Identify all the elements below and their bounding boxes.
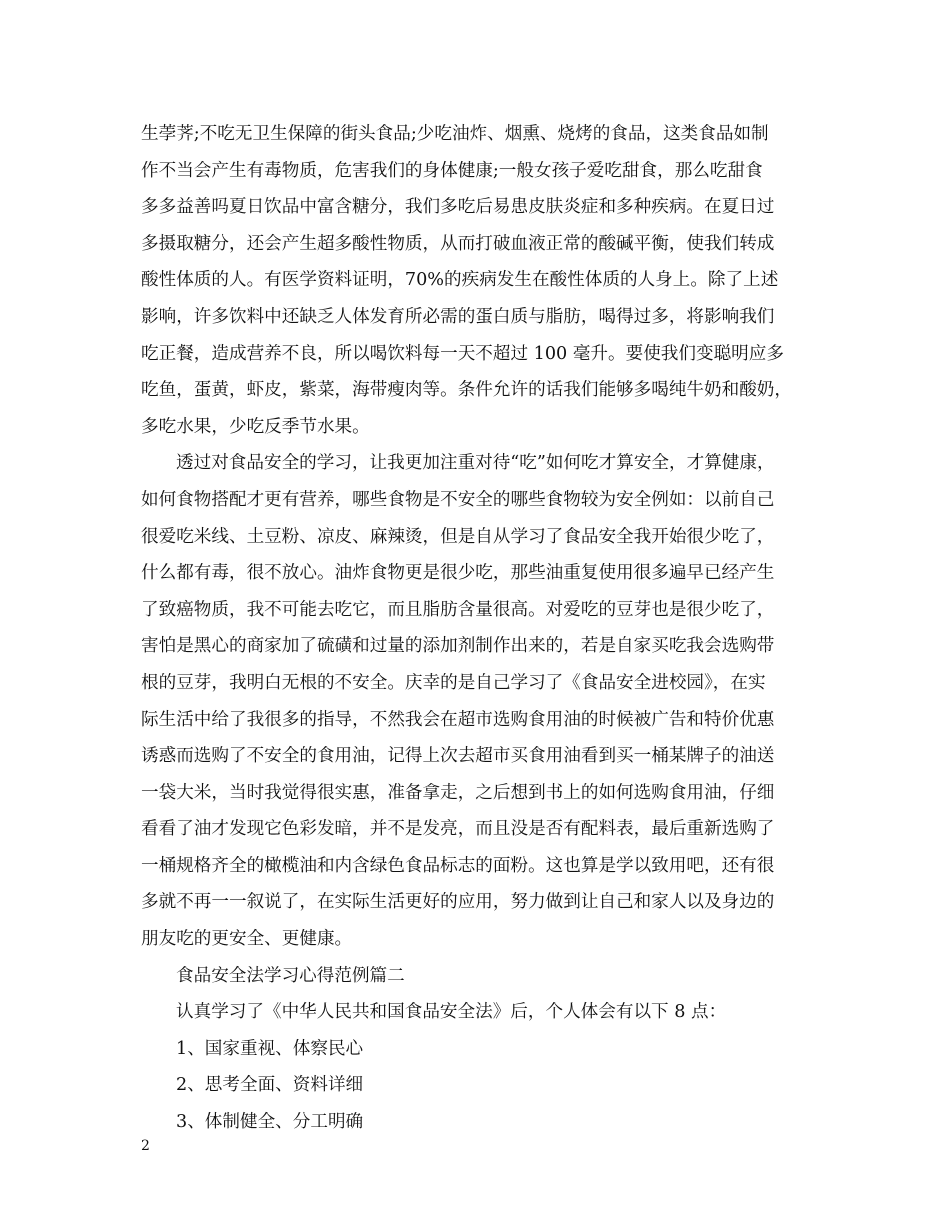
text-line: 1、国家重视、体察民心 (176, 1038, 364, 1059)
text-line: 认真学习了《中华人民共和国食品安全法》后，个人体会有以下 8 点： (176, 1002, 727, 1023)
text-line: 很爱吃米线、土豆粉、凉皮、麻辣烫，但是自从学习了食品安全我开始很少吃了， (141, 526, 775, 547)
text-line: 吃正餐，造成营养不良，所以喝饮料每一天不超过 100 毫升。要使我们变聪明应多 (141, 343, 784, 364)
text-line: 3、体制健全、分工明确 (176, 1112, 364, 1133)
body-text (141, 116, 831, 1141)
text-line: 多吃水果，少吃反季节水果。 (141, 416, 370, 437)
text-line: 际生活中给了我很多的指导，不然我会在超市选购食用油的时候被广告和特价优惠 (141, 709, 775, 730)
text-line: 一桶规格齐全的橄榄油和内含绿色食品标志的面粉。这也算是学以致用吧，还有很 (141, 855, 775, 876)
text-line: 看看了油才发现它色彩发暗，并不是发亮，而且没是否有配料表，最后重新选购了 (141, 819, 775, 840)
text-line: 影响，许多饮料中还缺乏人体发育所必需的蛋白质与脂肪，喝得过多，将影响我们 (141, 306, 775, 327)
text-line: 诱惑而选购了不安全的食用油，记得上次去超市买食用油看到买一桶某牌子的油送 (141, 746, 775, 767)
text-line: 吃鱼，蛋黄，虾皮，紫菜，海带瘦肉等。条件允许的话我们能够多喝纯牛奶和酸奶， (141, 380, 792, 401)
text-line: 如何食物搭配才更有营养，哪些食物是不安全的哪些食物较为安全例如：以前自己 (141, 489, 775, 510)
text-line: 生荸荠;不吃无卫生保障的街头食品;少吃油炸、烟熏、烧烤的食品，这类食品如制 (141, 124, 769, 144)
text-line: 了致癌物质，我不可能去吃它，而且脂肪含量很高。对爱吃的豆芽也是很少吃了， (141, 599, 775, 620)
text-line: 透过对食品安全的学习，让我更加注重对待“吃”如何吃才算安全，才算健康， (176, 453, 775, 474)
text-line: 一袋大米，当时我觉得很实惠，准备拿走，之后想到书上的如何选购食用油，仔细 (141, 782, 775, 803)
text-line: 食品安全法学习心得范例篇二 (176, 965, 405, 986)
text-line: 2、思考全面、资料详细 (176, 1075, 364, 1096)
text-line: 根的豆芽，我明白无根的不安全。庆幸的是自己学习了《食品安全进校园》，在实 (141, 672, 766, 693)
text-line: 朋友吃的更安全、更健康。 (141, 929, 353, 950)
text-line: 酸性体质的人。有医学资料证明，70%的疾病发生在酸性体质的人身上。除了上述 (141, 270, 779, 291)
text-line: 多就不再一一叙说了，在实际生活更好的应用，努力做到让自己和家人以及身边的 (141, 892, 775, 913)
text-line: 多多益善吗夏日饮品中富含糖分，我们多吃后易患皮肤炎症和多种疾病。在夏日过 (141, 197, 775, 218)
text-line: 害怕是黑心的商家加了硫磺和过量的添加剂制作出来的，若是自家买吃我会选购带 (141, 636, 775, 657)
page-number: 2 (141, 1138, 150, 1154)
text-line: 多摄取糖分，还会产生超多酸性物质，从而打破血液正常的酸碱平衡，使我们转成 (141, 233, 775, 254)
text-line: 作不当会产生有毒物质，危害我们的身体健康;一般女孩子爱吃甜食，那么吃甜食 (141, 160, 763, 181)
text-line: 什么都有毒，很不放心。油炸食物更是很少吃，那些油重复使用很多遍早已经产生 (141, 563, 775, 584)
